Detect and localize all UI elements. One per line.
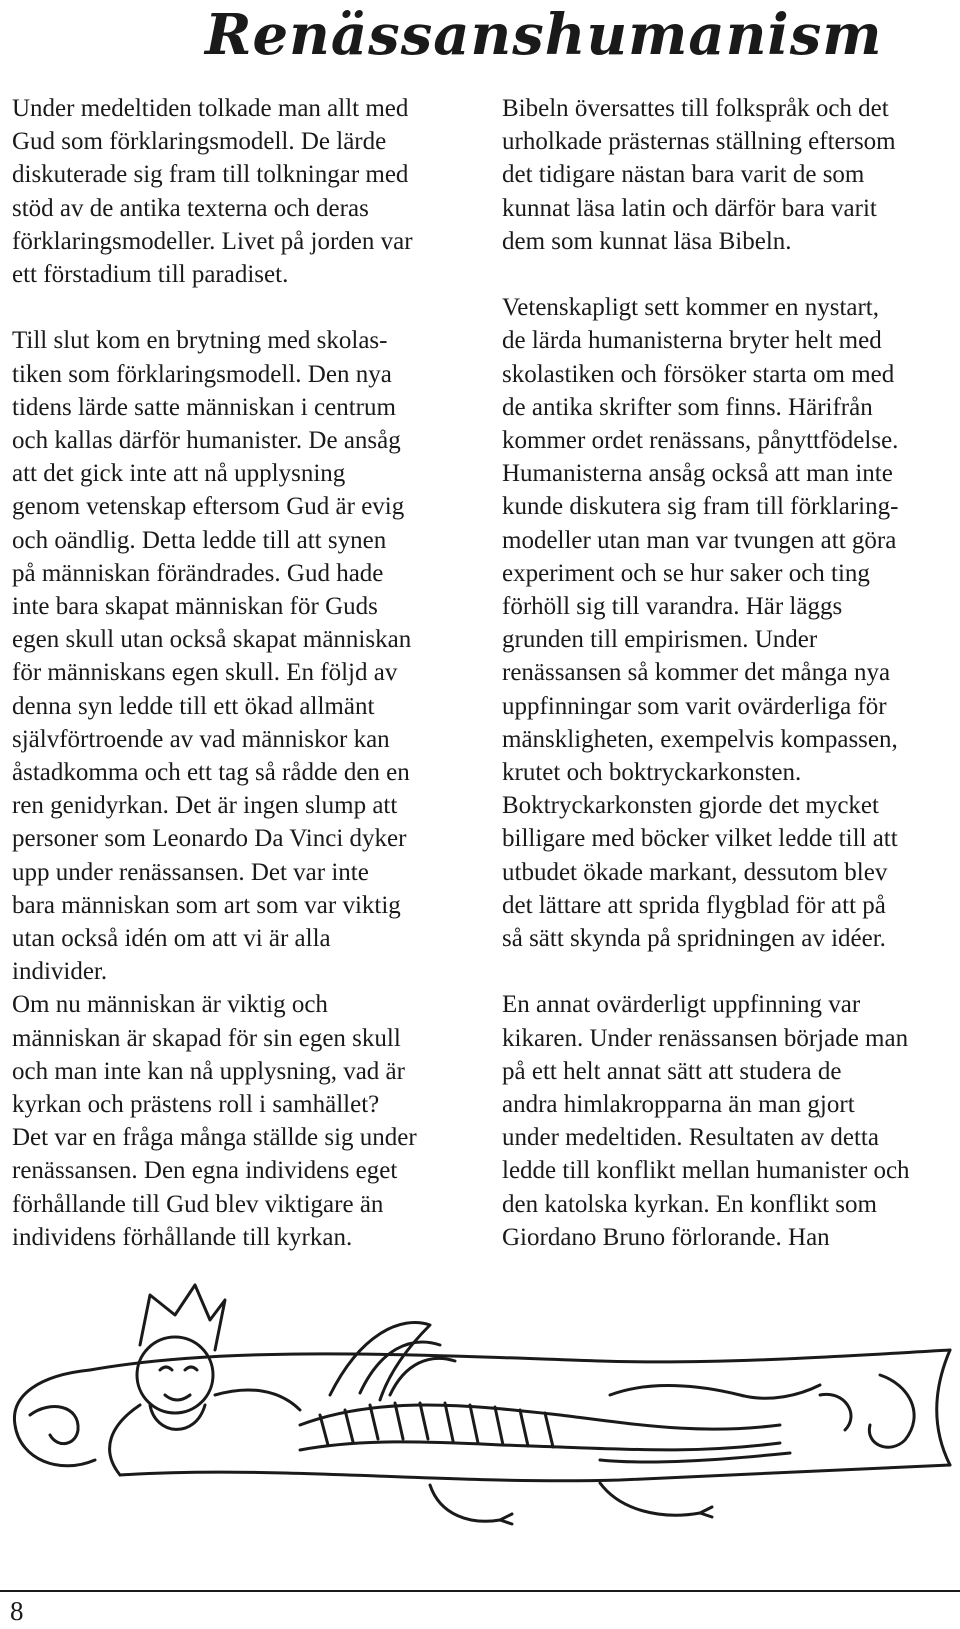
text-line: personer som Leonardo Da Vinci dyker [12,825,407,853]
text-line: ledde till konflikt mellan humanister och [502,1157,910,1185]
text-line: kunnat läsa latin och därför bara varit [502,194,877,222]
text-line: ett förstadium till paradiset. [12,261,289,289]
text-line: och oändlig. Detta ledde till att synen [12,526,387,554]
paragraph-gap [502,955,960,988]
text-line: den katolska kyrkan. En konflikt som [502,1190,877,1218]
text-line: under medeltiden. Resultaten av detta [502,1124,879,1152]
text-line: människan är skapad för sin egen skull [12,1024,401,1052]
text-line: tidens lärde satte människan i centrum [12,393,396,421]
text-line: på ett helt annat sätt att studera de [502,1057,842,1085]
text-line: skolastiken och försöker starta om med [502,360,895,388]
text-line: för människans egen skull. En följd av [12,659,398,687]
text-line: experiment och se hur saker och ting [502,559,870,587]
text-line: utbudet ökade markant, dessutom blev [502,858,888,886]
text-line: det lättare att sprida flygblad för att på [502,891,886,919]
dragon-with-crowned-man-icon [0,1275,960,1575]
text-line: kyrkan och prästens roll i samhället? [12,1091,380,1119]
text-line: genom vetenskap eftersom Gud är evig [12,493,405,521]
text-line: de lärda humanisterna bryter helt med [502,327,882,355]
text-line: Gud som förklaringsmodell. De lärde [12,128,387,156]
paragraph-gap [12,291,472,324]
text-line: och kallas därför humanister. De ansåg [12,427,401,455]
text-line: de antika skrifter som finns. Härifrån [502,393,873,421]
footer-rule [0,1590,960,1592]
text-line: dem som kunnat läsa Bibeln. [502,227,792,255]
text-line: kunde diskutera sig fram till förklaring- [502,493,899,521]
text-line: Giordano Bruno förlorande. Han [502,1223,830,1251]
right-text-column [502,92,960,1254]
text-line: renässansen så kommer det många nya [502,659,891,687]
text-line: ren genidyrkan. Det är ingen slump att [12,792,398,820]
text-line: förhållande till Gud blev viktigare än [12,1190,384,1218]
text-line: på människan förändrades. Gud hade [12,559,384,587]
text-line: inte bara skapat människan för Guds [12,593,378,621]
text-line: egen skull utan också skapat människan [12,626,412,654]
page-title: Renässanshumanism [205,2,883,68]
paragraph-gap [502,258,960,291]
text-line: urholkade prästernas ställning eftersom [502,128,896,156]
text-line: åstadkomma och ett tag så rådde den en [12,759,410,787]
text-line: andra himlakropparna än man gjort [502,1091,855,1119]
text-line: bara människan som art som var viktig [12,891,401,919]
text-line: En annat ovärderligt uppfinning var [502,991,861,1019]
text-line: Till slut kom en brytning med skolas- [12,327,388,355]
text-line: individens förhållande till kyrkan. [12,1223,353,1251]
text-line: stöd av de antika texterna och deras [12,194,369,222]
text-line: Bibeln översattes till folkspråk och det [502,95,889,122]
text-line: diskuterade sig fram till tolkningar med [12,161,409,189]
text-line: Det var en fråga många ställde sig under [12,1124,417,1152]
text-line: utan också idén om att vi är alla [12,925,331,953]
text-line: Om nu människan är viktig och [12,991,328,1019]
text-line: billigare med böcker vilket ledde till att [502,825,898,853]
text-line: krutet och boktryckarkonsten. [502,759,802,787]
text-line: modeller utan man var tvungen att göra [502,526,897,554]
text-line: uppfinningar som varit ovärderliga för [502,692,887,720]
text-line: det tidigare nästan bara varit de som [502,161,865,189]
text-line: tiken som förklaringsmodell. Den nya [12,360,392,388]
text-line: Humanisterna ansåg också att man inte [502,460,893,488]
text-line: renässansen. Den egna individens eget [12,1157,398,1185]
text-line: så sätt skynda på spridningen av idéer. [502,925,886,953]
text-line: förklaringsmodeller. Livet på jorden var [12,227,413,255]
page-number: 8 [10,1596,24,1626]
text-line: självförtroende av vad människor kan [12,725,390,753]
text-line: Under medeltiden tolkade man allt med [12,95,409,122]
text-line: grunden till empirismen. Under [502,626,818,654]
text-line: individer. [12,958,108,986]
text-line: Boktryckarkonsten gjorde det mycket [502,792,879,820]
text-line: förhöll sig till varandra. Här läggs [502,593,843,621]
text-line: kikaren. Under renässansen började man [502,1024,909,1052]
text-line: denna syn ledde till ett ökad allmänt [12,692,375,720]
text-line: upp under renässansen. Det var inte [12,858,369,886]
text-line: och man inte kan nå upplysning, vad är [12,1057,405,1085]
left-text-column [12,92,472,1254]
text-line: kommer ordet renässans, pånyttfödelse. [502,427,899,455]
text-line: Vetenskapligt sett kommer en nystart, [502,294,880,322]
text-line: att det gick inte att nå upplysning [12,460,346,488]
text-line: mänskligheten, exempelvis kompassen, [502,725,898,753]
